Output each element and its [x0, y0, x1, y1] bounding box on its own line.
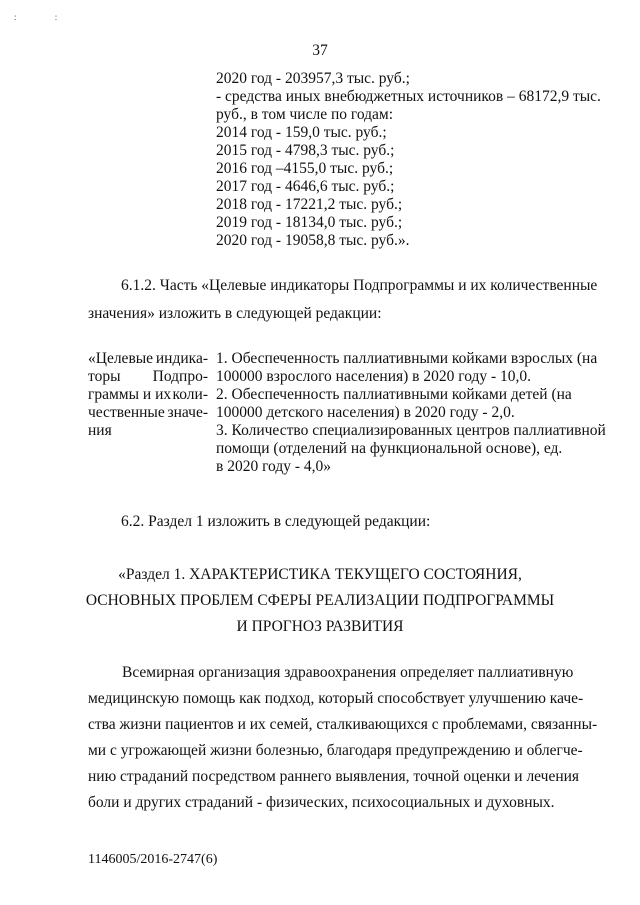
section-body-paragraph	[88, 660, 602, 816]
funding-line: 2020 год - 19058,8 тыс. руб.».	[216, 232, 410, 249]
paragraph-6-2: 6.2. Раздел 1 изложить в следующей редакции:	[121, 513, 431, 530]
indicator-item-2-line1: 2. Обеспеченность паллиативными койками детей (на	[216, 386, 572, 403]
funding-line: 2016 год –4155,0 тыс. руб.;	[216, 160, 394, 177]
label-line: «Целевые индика-	[88, 350, 208, 367]
section-heading-line: И ПРОГНОЗ РАЗВИТИЯ	[236, 618, 404, 635]
section-heading-line: ОСНОВНЫХ ПРОБЛЕМ СФЕРЫ РЕАЛИЗАЦИИ ПОДПРОГРАММЫ	[85, 592, 555, 609]
paragraph-6-1-2-line2: значения» изложить в следующей редакции:	[88, 305, 382, 322]
body-line: нию страданий посредством раннего выявления, точной оценки и лечения	[88, 768, 580, 785]
indicator-item-3-line2: помощи (отделений на функциональной основе), ед.	[216, 440, 563, 457]
funding-list	[216, 70, 601, 250]
corner-marks: : :	[14, 12, 76, 22]
section-heading-line: «Раздел 1. ХАРАКТЕРИСТИКА ТЕКУЩЕГО СОСТОЯНИЯ,	[118, 566, 522, 583]
body-line: боли и других страданий - физических, психосоциальных и духовных.	[88, 794, 555, 811]
funding-line: - средства иных внебюджетных источников – 68172,9 тыс.	[216, 88, 601, 105]
body-line: Всемирная организация здравоохранения определяет паллиативную	[122, 664, 574, 681]
indicator-item-1-line1: 1. Обеспеченность паллиативными койками взрослых (на	[216, 350, 598, 367]
funding-line: 2020 год - 203957,3 тыс. руб.;	[216, 70, 410, 87]
label-line: торы Подпро-	[88, 368, 208, 385]
page-number: 37	[312, 42, 328, 59]
indicators-table-values	[216, 350, 606, 476]
body-line: медицинскую помощь как подход, который способствует улучшению каче-	[88, 690, 584, 707]
label-line: ния	[88, 422, 112, 439]
indicator-item-1-line2: 100000 взрослого населения) в 2020 году - 10,0.	[216, 368, 532, 385]
funding-line: 2019 год - 18134,0 тыс. руб.;	[216, 214, 403, 231]
funding-line: 2017 год - 4646,6 тыс. руб.;	[216, 178, 395, 195]
funding-line: 2015 год - 4798,3 тыс. руб.;	[216, 142, 395, 159]
funding-line: 2018 год - 17221,2 тыс. руб.;	[216, 196, 403, 213]
funding-line: 2014 год - 159,0 тыс. руб.;	[216, 124, 387, 141]
indicators-table-label	[88, 350, 208, 440]
body-line: ми с угрожающей жизни болезнью, благодаря предупреждению и облегче-	[88, 742, 583, 759]
body-line: ства жизни пациентов и их семей, сталкивающихся с проблемами, связанны-	[88, 716, 598, 733]
indicator-item-3-line3: в 2020 году - 4,0»	[216, 458, 332, 475]
document-code-footer: 1146005/2016-2747(6)	[88, 852, 218, 867]
section-heading	[0, 562, 640, 640]
label-line: граммы и их коли-	[88, 386, 208, 403]
indicator-item-3-line1: 3. Количество специализированных центров паллиативной	[216, 422, 606, 439]
paragraph-6-1-2-line1: 6.1.2. Часть «Целевые индикаторы Подпрограммы и их количественные	[121, 277, 598, 294]
funding-line: руб., в том числе по годам:	[216, 106, 394, 123]
label-line: чественные значе-	[88, 404, 208, 421]
indicator-item-2-line2: 100000 детского населения) в 2020 году - 2,0.	[216, 404, 515, 421]
